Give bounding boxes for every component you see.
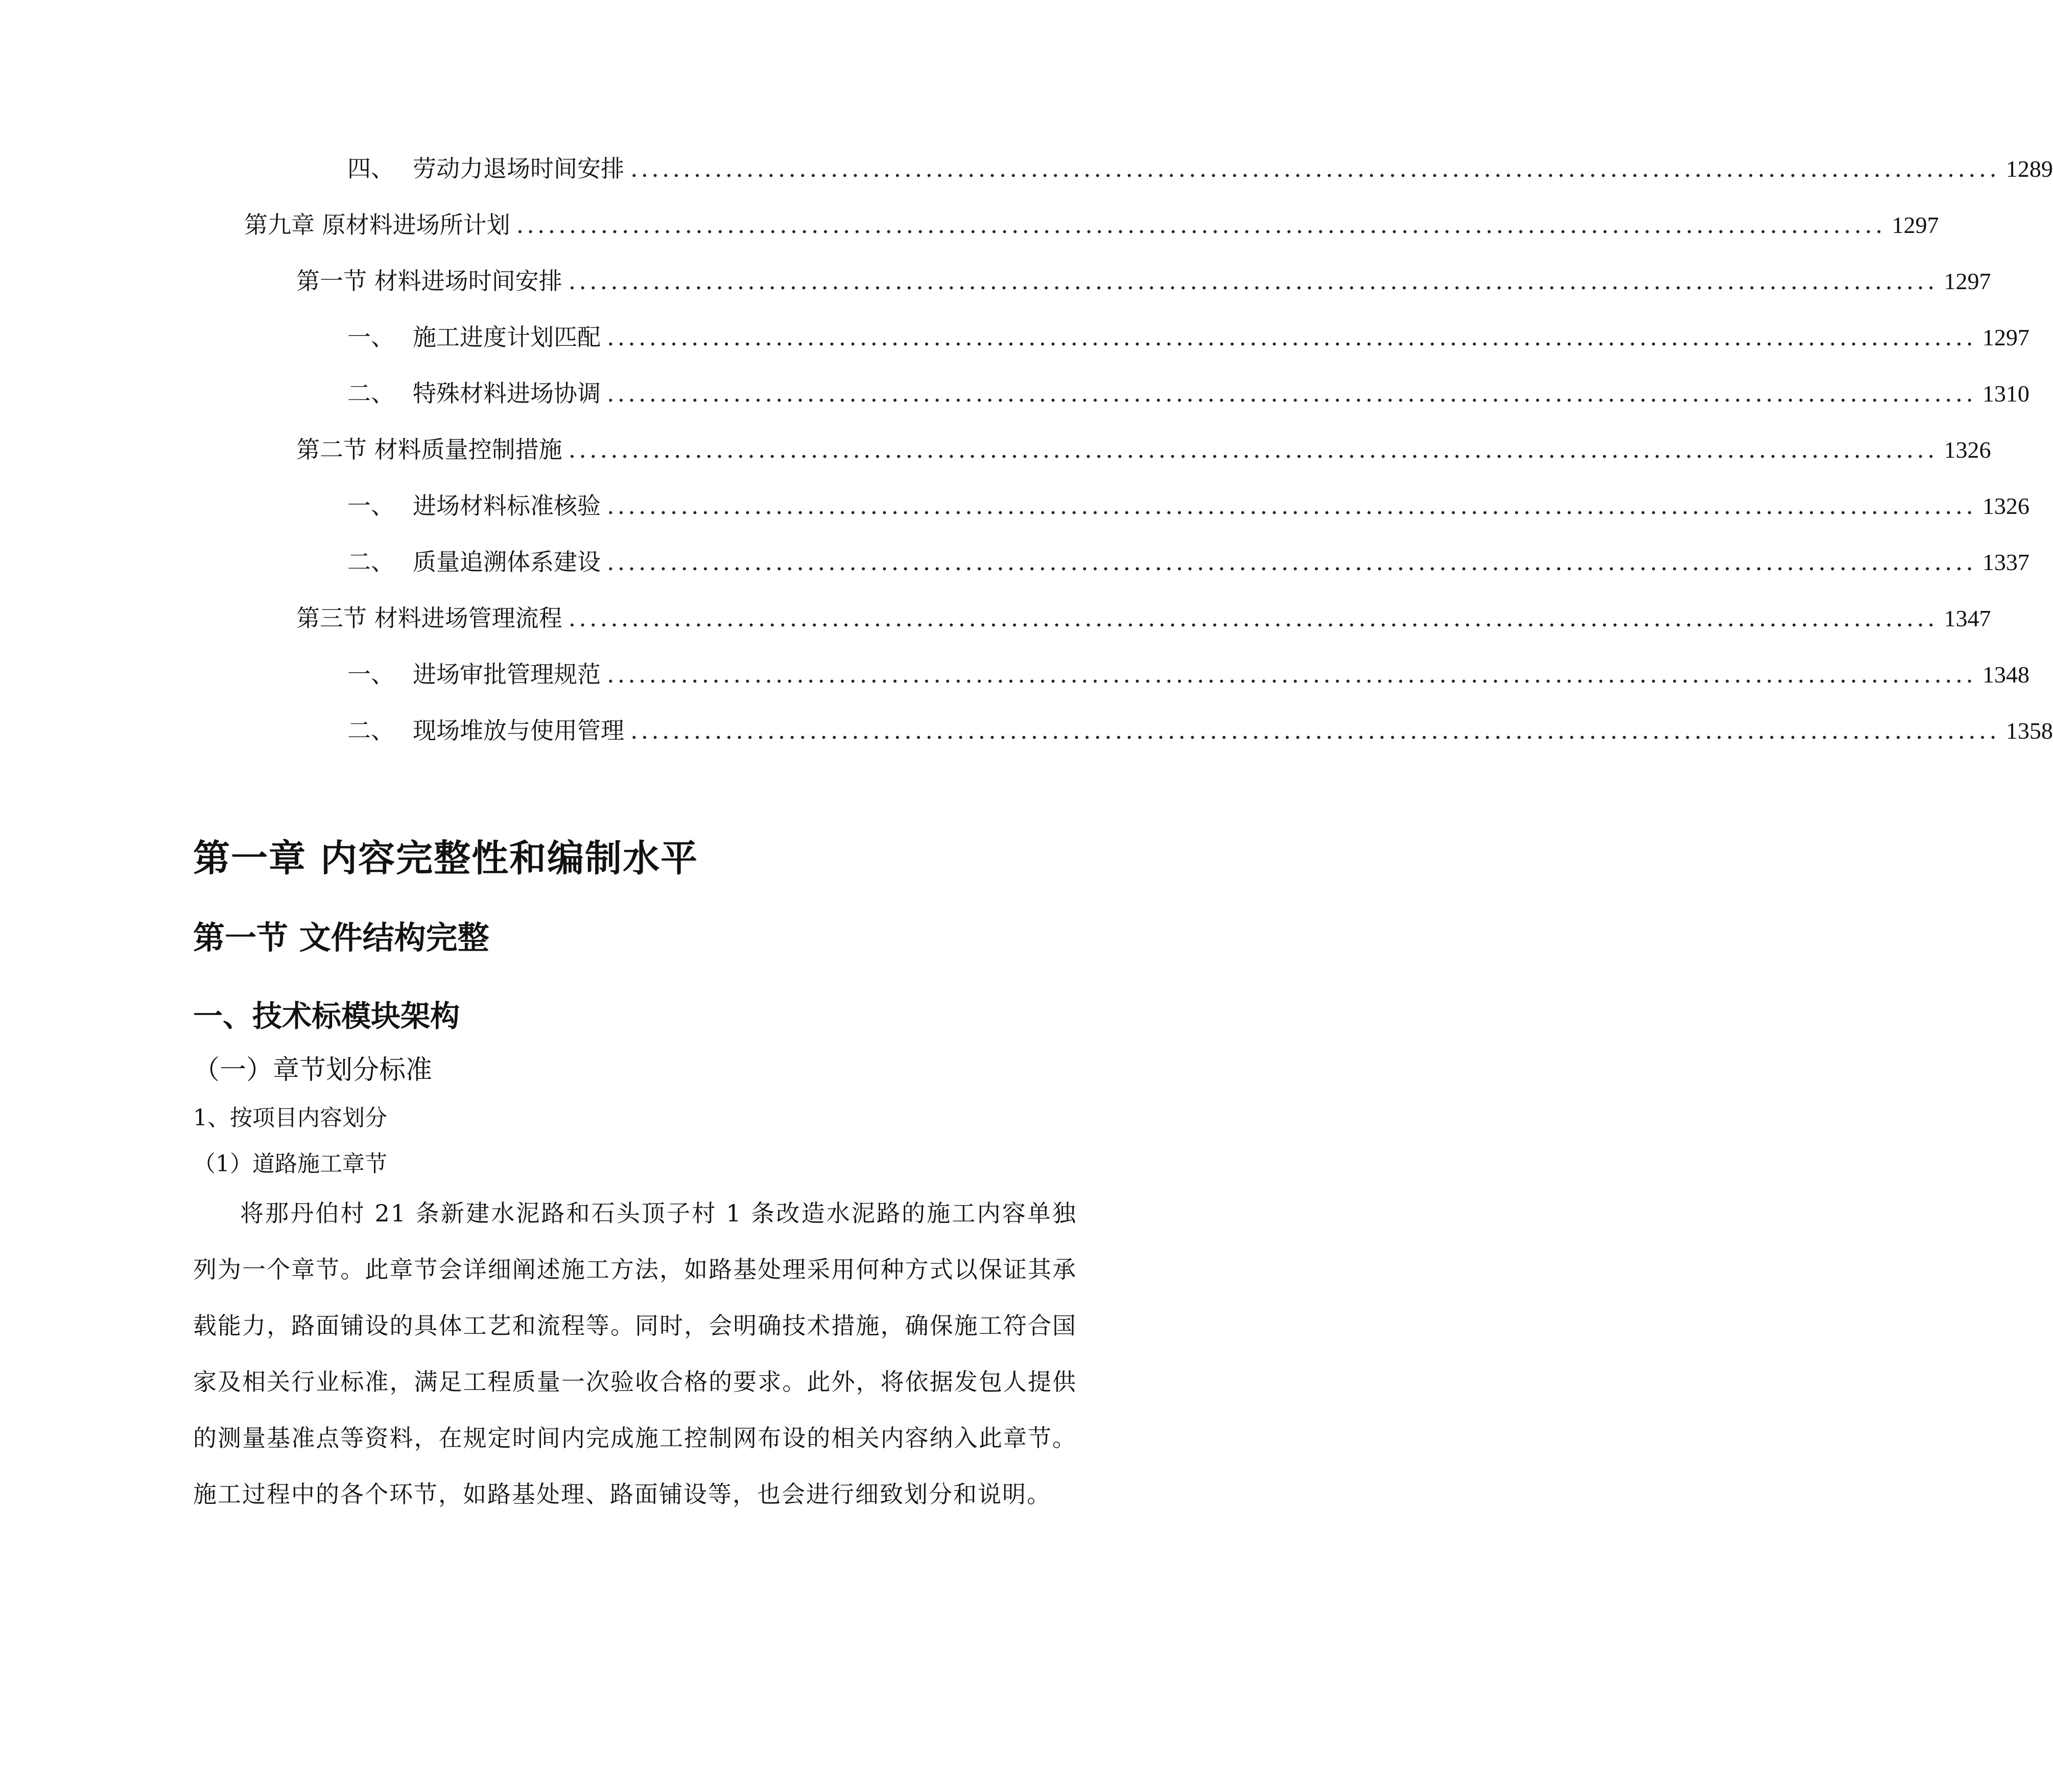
toc-entry-number: 二、 bbox=[347, 548, 394, 576]
toc-leader-dots: .................................................................................................................................. bbox=[630, 717, 2000, 744]
toc-leader-dots: .................................................................................................................................. bbox=[607, 661, 1976, 688]
toc-entry-page: 1326 bbox=[1982, 493, 2030, 519]
toc-entry[interactable] bbox=[347, 547, 2030, 577]
section-title: 第一节 文件结构完整 bbox=[193, 919, 489, 956]
toc-entry-page: 1297 bbox=[1892, 212, 1939, 238]
chapter-title: 第一章 内容完整性和编制水平 bbox=[193, 837, 699, 880]
toc-entry-title: 特殊材料进场协调 bbox=[413, 380, 601, 407]
toc-entry-title: 现场堆放与使用管理 bbox=[413, 717, 624, 744]
toc-leader-dots: .................................................................................................................................. bbox=[516, 211, 1886, 239]
toc-entry-page: 1347 bbox=[1944, 605, 1991, 631]
sub-subsection-title: （一）章节划分标准 bbox=[193, 1055, 433, 1086]
toc-entry-number: 一、 bbox=[347, 661, 394, 688]
toc-leader-dots: .................................................................................................................................. bbox=[607, 380, 1976, 407]
toc-entry[interactable] bbox=[347, 322, 2030, 352]
toc-entry-number: 四、 bbox=[347, 155, 394, 182]
toc-leader-dots: .................................................................................................................................. bbox=[607, 548, 1976, 576]
toc-entry[interactable] bbox=[347, 153, 2053, 184]
toc-leader-dots: .................................................................................................................................. bbox=[630, 155, 2000, 182]
toc-entry-page: 1348 bbox=[1982, 662, 2030, 688]
toc-entry-number: 一、 bbox=[347, 323, 394, 351]
toc-leader-dots: .................................................................................................................................. bbox=[607, 492, 1976, 520]
toc-entry-title: 质量追溯体系建设 bbox=[413, 548, 601, 576]
toc-entry[interactable] bbox=[347, 378, 2030, 409]
toc-entry[interactable] bbox=[296, 266, 1991, 296]
toc-entry-title: 第三节 材料进场管理流程 bbox=[296, 604, 562, 632]
toc-entry-number: 二、 bbox=[347, 380, 394, 407]
body-paragraph: 将那丹伯村 21 条新建水泥路和石头顶子村 1 条改造水泥路的施工内容单独列为一个章节。此章节会详细阐述施工方法，如路基处理采用何种方式以保证其承载能力，路面铺设的具体工艺和流程等。同时，会明确技术措施，确保施工符合国家及相关行业标准，满足工程质量一次验收合格的要求。此外，将依据发包人提供的测量基准点等资料，在规定时间内完成施工控制网布设的相关内容纳入此章节。施工过程中的各个环节，如路基处理、路面铺设等，也会进行细致划分和说明。 bbox=[193, 1199, 1077, 1508]
toc-leader-dots: .................................................................................................................................. bbox=[568, 604, 1938, 632]
toc-entry-number: 一、 bbox=[347, 492, 394, 520]
toc-entry-title: 劳动力退场时间安排 bbox=[413, 155, 624, 182]
toc-entry-page: 1297 bbox=[1944, 268, 1991, 294]
toc-entry-page: 1289 bbox=[2005, 156, 2053, 182]
toc-entry-number: 二、 bbox=[347, 717, 394, 744]
toc-entry[interactable] bbox=[244, 209, 1939, 240]
toc-entry-title: 第二节 材料质量控制措施 bbox=[296, 436, 562, 463]
toc-entry-title: 进场材料标准核验 bbox=[413, 492, 601, 520]
toc-entry[interactable] bbox=[347, 659, 2030, 690]
toc-entry-title: 施工进度计划匹配 bbox=[413, 323, 601, 351]
sub-item-title: （1）道路施工章节 bbox=[193, 1151, 387, 1177]
subsection-title: 一、技术标模块架构 bbox=[193, 999, 460, 1033]
toc-entry-page: 1326 bbox=[1944, 437, 1991, 463]
toc-entry-page: 1297 bbox=[1982, 324, 2030, 350]
toc-entry-page: 1337 bbox=[1982, 549, 2030, 575]
toc-entry[interactable] bbox=[296, 603, 1991, 633]
toc-leader-dots: .................................................................................................................................. bbox=[568, 436, 1938, 463]
toc-leader-dots: .................................................................................................................................. bbox=[607, 323, 1976, 351]
toc-entry-page: 1358 bbox=[2005, 718, 2053, 744]
toc-leader-dots: .................................................................................................................................. bbox=[568, 267, 1938, 295]
toc-entry[interactable] bbox=[296, 434, 1991, 465]
toc-entry[interactable] bbox=[347, 715, 2053, 746]
toc-entry-title: 进场审批管理规范 bbox=[413, 661, 601, 688]
toc-entry-page: 1310 bbox=[1982, 381, 2030, 407]
toc-entry-title: 第一节 材料进场时间安排 bbox=[296, 267, 562, 295]
toc-entry[interactable] bbox=[347, 490, 2030, 521]
item-title: 1、按项目内容划分 bbox=[193, 1105, 387, 1131]
toc-entry-title: 第九章 原材料进场所计划 bbox=[244, 211, 510, 239]
